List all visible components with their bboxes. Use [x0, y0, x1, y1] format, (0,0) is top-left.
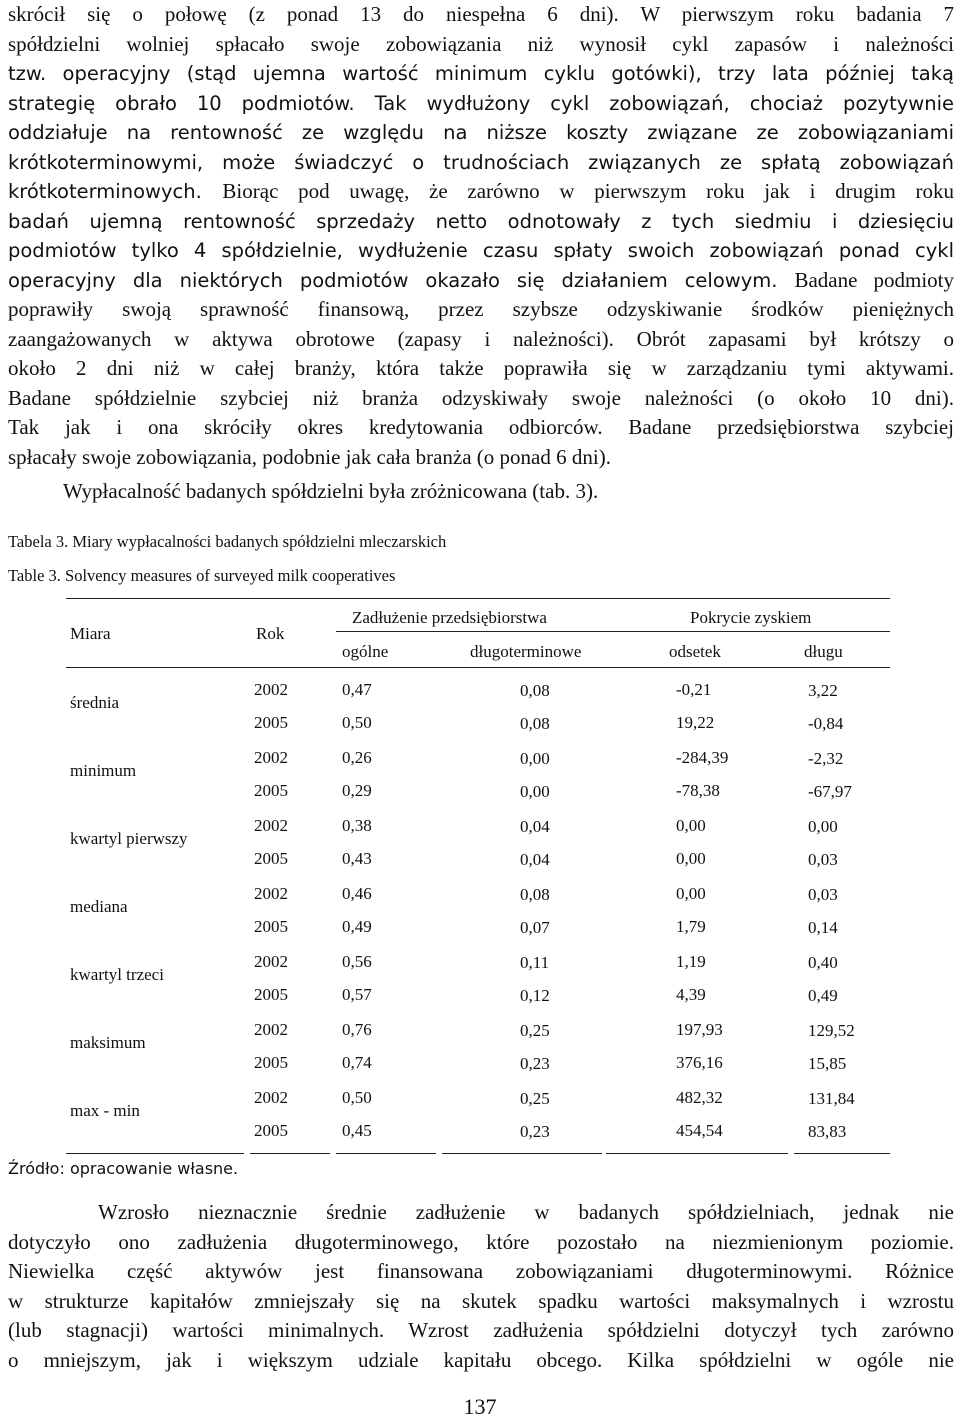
- value-cell: 0,23: [520, 1054, 550, 1073]
- table-bottom-rule: [250, 1153, 330, 1154]
- paragraph-line: dotyczyło ono zadłużenia długoterminowego, które pozostało na niezmienionym poziomie.: [8, 1229, 954, 1254]
- value-cell: 3,22: [808, 681, 838, 700]
- row-label: średnia: [70, 693, 120, 712]
- year-cell: 2002: [254, 1020, 288, 1039]
- paragraph-line: Wzrosło nieznacznie średnie zadłużenie w badanych spółdzielniach, jednak nie: [98, 1200, 954, 1224]
- value-cell: 1,19: [676, 952, 706, 971]
- text-run: Badane spółdzielnie szybciej niż branża odzyskiwały swoje należności (o około 10 dni).: [8, 385, 954, 410]
- year-cell: 2005: [254, 849, 288, 868]
- value-cell: 1,79: [676, 917, 706, 936]
- year-cell: 2002: [254, 748, 288, 767]
- table-caption-english: Table 3. Solvency measures of surveyed milk cooperatives: [8, 566, 396, 585]
- value-cell: 197,93: [676, 1020, 723, 1039]
- body-paragraph-bottom: [8, 1198, 954, 1375]
- text-run: Biorąc pod uwagę, że zarówno w pierwszym roku jak i drugim roku: [222, 179, 954, 203]
- value-cell: 0,26: [342, 748, 372, 767]
- text-run: spłacały swoje zobowiązania, podobnie jak cała branża (o ponad 6 dni).: [8, 444, 611, 469]
- row-label: mediana: [70, 897, 128, 916]
- value-cell: 0,08: [520, 885, 550, 904]
- table-caption-polish: Tabela 3. Miary wypłacalności badanych spółdzielni mleczarskich: [8, 532, 447, 551]
- value-cell: 0,03: [808, 885, 838, 904]
- value-cell: -0,84: [808, 714, 844, 733]
- year-cell: 2005: [254, 917, 288, 936]
- value-cell: 0,40: [808, 953, 838, 972]
- year-cell: 2002: [254, 680, 288, 699]
- text-run: Badane podmioty: [794, 267, 954, 292]
- value-cell: 0,25: [520, 1021, 550, 1040]
- value-cell: 0,00: [676, 884, 706, 903]
- value-cell: 0,50: [342, 713, 372, 732]
- text-run: krótkoterminowymi, może świadczyć o trudnościach związanych ze spłatą zobowiązań: [8, 150, 954, 174]
- header-dlugu: długu: [804, 642, 843, 661]
- text-run: zaangażowanych w aktywa obrotowe (zapasy i należności). Obrót zapasami był krótszy o: [8, 326, 954, 351]
- table-bottom-rule: [336, 1153, 436, 1154]
- header-dlugoterminowe: długoterminowe: [470, 642, 582, 661]
- text-run: poprawiły swoją sprawność finansową, przez szybsze odzyskiwanie środków pieniężnych: [8, 297, 954, 321]
- text-run: Tak jak i ona skróciły okres kredytowania odbiorców. Badane przedsiębiorstwa szybciej: [8, 415, 954, 439]
- value-cell: 0,38: [342, 816, 372, 835]
- value-cell: 0,56: [342, 952, 372, 971]
- value-cell: 0,03: [808, 850, 838, 869]
- year-cell: 2005: [254, 985, 288, 1004]
- text-run: około 2 dni niż w całej branży, która także poprawiła się w zarządzaniu tymi aktywami.: [8, 356, 954, 380]
- value-cell: 0,46: [342, 884, 372, 903]
- table-bottom-rule: [606, 1153, 618, 1154]
- table-bottom-rule: [794, 1153, 890, 1154]
- row-label: kwartyl trzeci: [70, 965, 164, 984]
- value-cell: 0,57: [342, 985, 372, 1004]
- table-bottom-rule: [66, 1153, 244, 1154]
- value-cell: 19,22: [676, 713, 715, 732]
- value-cell: 482,32: [676, 1088, 723, 1107]
- table-bottom-rule: [442, 1153, 602, 1154]
- year-cell: 2005: [254, 713, 288, 732]
- paragraph-line: (lub stagnacji) wartości minimalnych. Wzrost zadłużenia spółdzielni dotyczył tych zarówno: [8, 1318, 954, 1342]
- year-cell: 2002: [254, 816, 288, 835]
- value-cell: 0,04: [520, 850, 550, 869]
- text-run: strategię obrało 10 podmiotów. Tak wydłużony cykl zobowiązań, chociaż pozytywnie: [8, 91, 954, 115]
- year-cell: 2002: [254, 1088, 288, 1107]
- paragraph-line: Niewielka część aktywów jest finansowana zobowiązaniami długoterminowymi. Różnice: [8, 1259, 954, 1283]
- text-run: badań ujemną rentowność sprzedaży netto odnotowały z tych siedmiu i dziesięciu: [8, 209, 954, 233]
- value-cell: 0,45: [342, 1121, 372, 1140]
- table-header-rule: [66, 667, 890, 668]
- row-label: max - min: [70, 1101, 140, 1120]
- value-cell: 376,16: [676, 1053, 723, 1072]
- text-run: tzw. operacyjny (stąd ujemna wartość minimum cyklu gotówki), trzy lata później taką: [8, 62, 954, 85]
- value-cell: -78,38: [676, 781, 720, 800]
- row-label: kwartyl pierwszy: [70, 829, 188, 848]
- value-cell: 83,83: [808, 1122, 847, 1141]
- text-run: operacyjny dla niektórych podmiotów okazało się działaniem celowym.: [8, 268, 795, 292]
- value-cell: 0,00: [676, 816, 706, 835]
- year-cell: 2005: [254, 781, 288, 800]
- row-label: maksimum: [70, 1033, 146, 1052]
- table-bottom-rule: [618, 1153, 788, 1154]
- header-zadluzenie: Zadłużenie przedsiębiorstwa: [352, 608, 547, 627]
- value-cell: 0,29: [342, 781, 372, 800]
- header-pokrycie: Pokrycie zyskiem: [690, 608, 812, 627]
- header-ogolne: ogólne: [342, 642, 389, 661]
- value-cell: 0,50: [342, 1088, 372, 1107]
- value-cell: 454,54: [676, 1121, 723, 1140]
- value-cell: 0,14: [808, 918, 838, 937]
- value-cell: 0,47: [342, 680, 372, 699]
- text-run: krótkoterminowych.: [8, 180, 223, 203]
- value-cell: 4,39: [676, 985, 706, 1004]
- year-cell: 2005: [254, 1053, 288, 1072]
- text-run: oddziałuje na rentowność ze względu na niższe koszty związane ze zobowiązaniami: [8, 121, 954, 144]
- value-cell: -284,39: [676, 748, 729, 767]
- text-run: spółdzielni wolniej spłacało swoje zobowiązania niż wynosił cykl zapasów i należności: [8, 31, 954, 56]
- text-run: skrócił się o połowę (z ponad 13 do niespełna 6 dni). W pierwszym roku badania 7: [8, 2, 954, 26]
- value-cell: 131,84: [808, 1089, 855, 1108]
- year-cell: 2002: [254, 952, 288, 971]
- value-cell: 0,49: [342, 917, 372, 936]
- value-cell: 0,25: [520, 1089, 550, 1108]
- value-cell: -67,97: [808, 782, 852, 801]
- paragraph-line: o mniejszym, jak i większym udziale kapitału obcego. Kilka spółdzielni w ogóle nie: [8, 1347, 954, 1372]
- value-cell: 0,00: [676, 849, 706, 868]
- value-cell: 0,07: [520, 918, 550, 937]
- value-cell: 0,23: [520, 1122, 550, 1141]
- table-group-rule: [336, 631, 890, 632]
- year-cell: 2005: [254, 1121, 288, 1140]
- value-cell: 0,49: [808, 986, 838, 1005]
- value-cell: 129,52: [808, 1021, 855, 1040]
- value-cell: 0,04: [520, 817, 550, 836]
- value-cell: 0,08: [520, 681, 550, 700]
- text-run: podmiotów tylko 4 spółdzielnie, wydłużenie czasu spłaty swoich zobowiązań ponad cykl: [8, 239, 954, 262]
- page-number: 137: [463, 1394, 497, 1419]
- header-rok: Rok: [256, 624, 285, 643]
- value-cell: 0,08: [520, 714, 550, 733]
- value-cell: 0,43: [342, 849, 372, 868]
- paragraph-line: w strukturze kapitałów zmniejszały się na skutek spadku wartości maksymalnych i wzrostu: [8, 1288, 954, 1313]
- value-cell: 0,76: [342, 1020, 372, 1039]
- year-cell: 2002: [254, 884, 288, 903]
- value-cell: 0,12: [520, 986, 550, 1005]
- header-miara: Miara: [70, 624, 111, 643]
- header-odsetek: odsetek: [669, 642, 721, 661]
- value-cell: 0,11: [520, 953, 550, 972]
- value-cell: -0,21: [676, 680, 712, 699]
- paragraph-line: Wypłacalność badanych spółdzielni była zróżnicowana (tab. 3).: [63, 479, 599, 503]
- value-cell: -2,32: [808, 749, 844, 768]
- value-cell: 0,00: [520, 749, 550, 768]
- row-label: minimum: [70, 761, 137, 780]
- value-cell: 0,00: [808, 817, 838, 836]
- value-cell: 0,74: [342, 1053, 372, 1072]
- table-top-rule: [66, 598, 890, 599]
- value-cell: 0,00: [520, 782, 550, 801]
- value-cell: 15,85: [808, 1054, 847, 1073]
- table-source-note: Źródło: opracowanie własne.: [8, 1159, 239, 1178]
